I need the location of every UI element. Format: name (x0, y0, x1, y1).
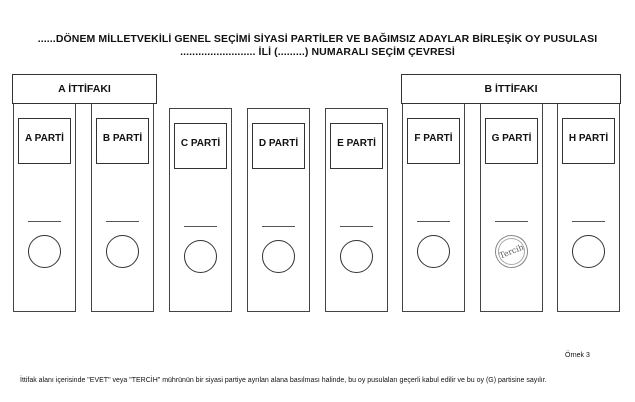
candidate-line (340, 226, 373, 227)
footnote: İttifak alanı içerisinde "EVET" veya "TERCİH" mührünün bir siyasi partiye ayrılan alana basılması halinde, bu oy pusulaları geçerli kabul edilir ve bu oy (G) partisine sayılır. (20, 377, 547, 384)
party-column-f[interactable] (402, 104, 465, 312)
candidate-line (572, 221, 605, 222)
vote-circle[interactable] (28, 235, 61, 268)
party-column-c[interactable] (169, 108, 232, 312)
party-column-d[interactable] (247, 108, 310, 312)
candidate-line (106, 221, 139, 222)
alliance-a-header: A İTTİFAKI (12, 74, 157, 104)
party-name-box: H PARTİ (562, 118, 615, 164)
party-name-box: A PARTİ (18, 118, 71, 164)
ballot-title: ......DÖNEM MİLLETVEKİLİ GENEL SEÇİMİ SİYASİ PARTİLER VE BAĞIMSIZ ADAYLAR BİRLEŞİK OY PUSULASI (37, 33, 598, 45)
vote-circle[interactable] (262, 240, 295, 273)
party-name-box: G PARTİ (485, 118, 538, 164)
party-column-e[interactable] (325, 108, 388, 312)
candidate-line (417, 221, 450, 222)
tercih-stamp: Tercih (490, 230, 533, 273)
party-name-box: C PARTİ (174, 123, 227, 169)
vote-circle[interactable] (340, 240, 373, 273)
ballot-subtitle: ......................... İLİ (.........) NUMARALI SEÇİM ÇEVRESİ (180, 46, 455, 58)
vote-circle[interactable] (572, 235, 605, 268)
alliance-b-header: B İTTİFAKI (401, 74, 621, 104)
party-name-box: E PARTİ (330, 123, 383, 169)
example-label: Örnek 3 (565, 352, 590, 359)
party-column-g[interactable] (480, 104, 543, 312)
candidate-line (28, 221, 61, 222)
party-name-box: F PARTİ (407, 118, 460, 164)
party-column-b[interactable] (91, 104, 154, 312)
party-name-box: D PARTİ (252, 123, 305, 169)
vote-circle[interactable] (106, 235, 139, 268)
candidate-line (262, 226, 295, 227)
candidate-line (495, 221, 528, 222)
party-name-box: B PARTİ (96, 118, 149, 164)
vote-circle[interactable] (184, 240, 217, 273)
vote-circle[interactable] (417, 235, 450, 268)
party-column-h[interactable] (557, 104, 620, 312)
candidate-line (184, 226, 217, 227)
party-column-a[interactable] (13, 104, 76, 312)
